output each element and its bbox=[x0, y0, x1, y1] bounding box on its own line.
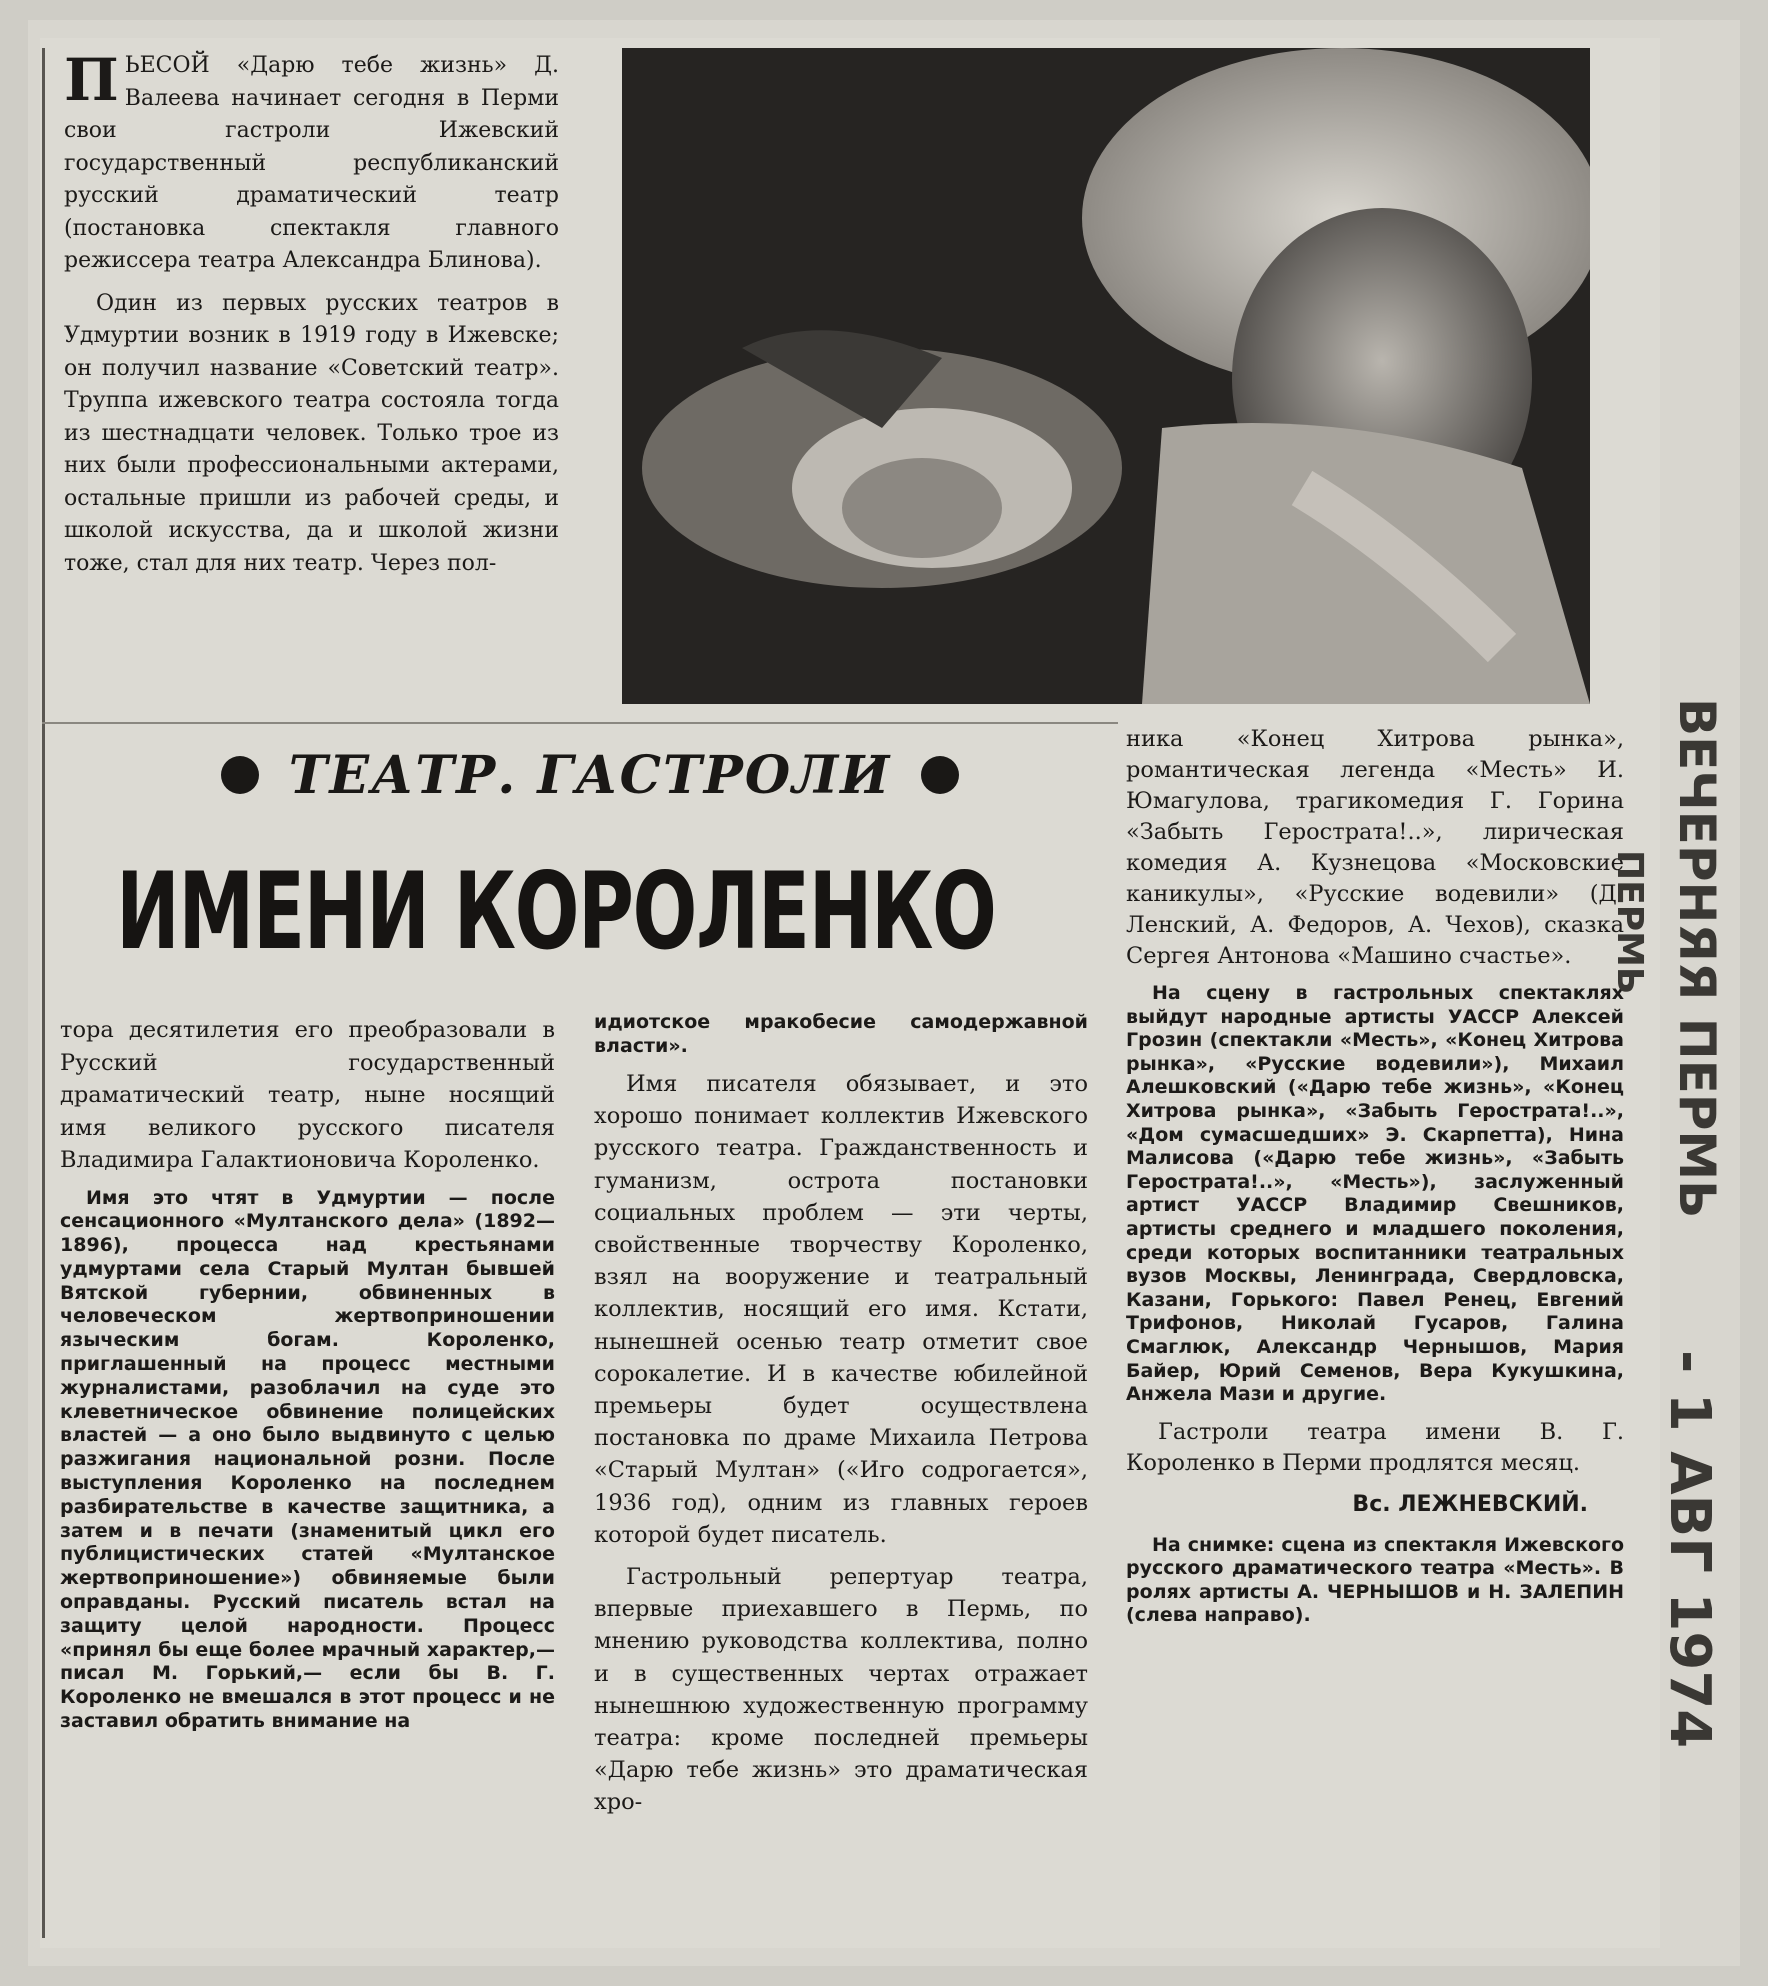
city-stamp bbox=[1606, 850, 1666, 1050]
column-4-paragraph-3: Гастроли театра имени В. Г. Короленко в Перми продлятся месяц. bbox=[1126, 1418, 1624, 1476]
source-stamp-text: ВЕЧЕРНЯЯ ПЕРМЬ bbox=[1668, 698, 1726, 1219]
rubric-text: ТЕАТР. ГАСТРОЛИ bbox=[288, 744, 892, 806]
column-rule-left bbox=[42, 48, 45, 1938]
lead-paragraph-text: ЬЕСОЙ «Дарю тебе жизнь» Д. Валеева начинает сегодня в Перми свои гастроли Ижевский государственный республиканский русский драматический театр (постановка спектакля главного режиссера театра Александра Блинова). bbox=[64, 53, 559, 273]
article-column-4 bbox=[1126, 724, 1624, 1638]
lead-column bbox=[64, 50, 559, 590]
rubric bbox=[180, 744, 1000, 806]
scene-photo-graphic bbox=[622, 48, 1590, 704]
column-4-paragraph-1: ника «Конец Хитрова рынка», романтическая легенда «Месть» И. Юмагулова, трагикомедия Г. Горина «Забыть Герострата!..», лирическая комедия А. Кузнецова «Московские каникулы», «Русские водевили» (Д. Ленский, А. Федоров, А. Чехов), сказка Сергея Антонова «Машино счастье». bbox=[1126, 726, 1624, 969]
column-3-paragraph-1: идиотское мракобесие самодержавной власти». bbox=[594, 1011, 1088, 1057]
column-2-paragraph-1: тора десятилетия его преобразовали в Русский государственный драматический театр, ныне носящий имя великого русского писателя Владимира Галактионовича Короленко. bbox=[60, 1017, 555, 1173]
history-paragraph: Один из первых русских театров в Удмуртии возник в 1919 году в Ижевске; он получил название «Советский театр». Труппа ижевского театра состояла тогда из шестнадцати человек. Только трое из них были профессиональными актерами, остальные пришли из рабочей среды, и школой искусства, да и школой жизни тоже, стал для них театр. Через пол- bbox=[64, 290, 559, 576]
date-stamp-text: - 1 АВГ 1974 bbox=[1657, 1350, 1722, 1749]
source-stamp bbox=[1662, 698, 1732, 1219]
date-stamp bbox=[1652, 1350, 1732, 1770]
column-2-paragraph-2: Имя это чтят в Удмуртии — после сенсационного «Мултанского дела» (1892—1896), процесса над крестьянами удмуртами села Старый Мултан бывшей Вятской губернии, обвиненных в человеческом жертвоприношении языческим богам. Короленко, приглашенный на процесс местными журналистами, разоблачил на суде это клеветническое обвинение полицейских властей — а оно было выдвинуто с целью разжигания национальной розни. После выступления Короленко на последнем разбирательстве в качестве защитника, а затем и в печати (знаменитый цикл его публицистических статей «Мултанское жертвоприношение») обвиняемые были оправданы. Русский писатель встал на защиту целой народности. Процесс «принял бы еще более мрачный характер,— писал М. Горький,— если бы В. Г. Короленко не вмешался в этот процесс и не заставил обратить внимание на bbox=[60, 1186, 555, 1733]
column-4-paragraph-2: На сцену в гастрольных спектаклях выйдут народные артисты УАССР Алексей Грозин (спектакли «Месть», «Конец Хитрова рынка», «Русские водевили»), Михаил Алешковский («Дарю тебе жизнь», «Конец Хитрова рынка», «Забыть Герострата!..», «Дом сумасшедших» Э. Скарпетта), Нина Малисова («Дарю тебе жизнь», «Забыть Герострата!..», «Месть»), заслуженный артист УАССР Владимир Свешников, артисты среднего и младшего поколения, среди которых воспитанники театральных вузов Москвы, Ленинграда, Свердловска, Казани, Горького: Павел Ренец, Евгений Трифонов, Николай Гусаров, Галина Смаглюк, Александр Чернышов, Мария Байер, Юрий Семенов, Вера Кукушкина, Анжела Мази и другие. bbox=[1126, 982, 1624, 1406]
drop-cap: П bbox=[64, 50, 119, 114]
scene-photo bbox=[622, 48, 1590, 704]
article-column-2 bbox=[60, 1014, 555, 1744]
photo-caption: На снимке: сцена из спектакля Ижевского русского драматического театра «Месть». В ролях артисты А. ЧЕРНЫШОВ и Н. ЗАЛЕПИН (слева направо). bbox=[1126, 1533, 1624, 1627]
bullet-icon bbox=[221, 756, 259, 794]
article-column-3 bbox=[594, 1010, 1088, 1829]
bullet-icon bbox=[921, 756, 959, 794]
column-3-paragraph-3: Гастрольный репертуар театра, впервые приехавшего в Пермь, по мнению руководства коллектива, полно и в существенных чертах отражает нынешнюю художественную программу театра: кроме последней премьеры «Дарю тебе жизнь» это драматическая хро- bbox=[594, 1564, 1088, 1816]
lead-paragraph bbox=[64, 50, 559, 278]
headline: ИМЕНИ КОРОЛЕНКО bbox=[116, 850, 996, 973]
city-stamp-text: ПЕРМЬ bbox=[1609, 850, 1650, 995]
rubric-rule bbox=[42, 722, 1118, 724]
author-signature: Вс. ЛЕЖНЕВСКИЙ. bbox=[1352, 1491, 1588, 1517]
column-3-paragraph-2: Имя писателя обязывает, и это хорошо понимает коллектив Ижевского русского театра. Гражданственность и гуманизм, острота постановки социальных проблем — эти черты, свойственные творчеству Короленко, взял на вооружение и театральный коллектив, носящий его имя. Кстати, нынешней осенью театр отметит свое сорокалетие. И в качестве юбилейной премьеры будет осуществлена постановка по драме Михаила Петрова «Старый Мултан» («Иго содрогается», 1936 год), одним из главных героев которой будет писатель. bbox=[594, 1071, 1088, 1548]
